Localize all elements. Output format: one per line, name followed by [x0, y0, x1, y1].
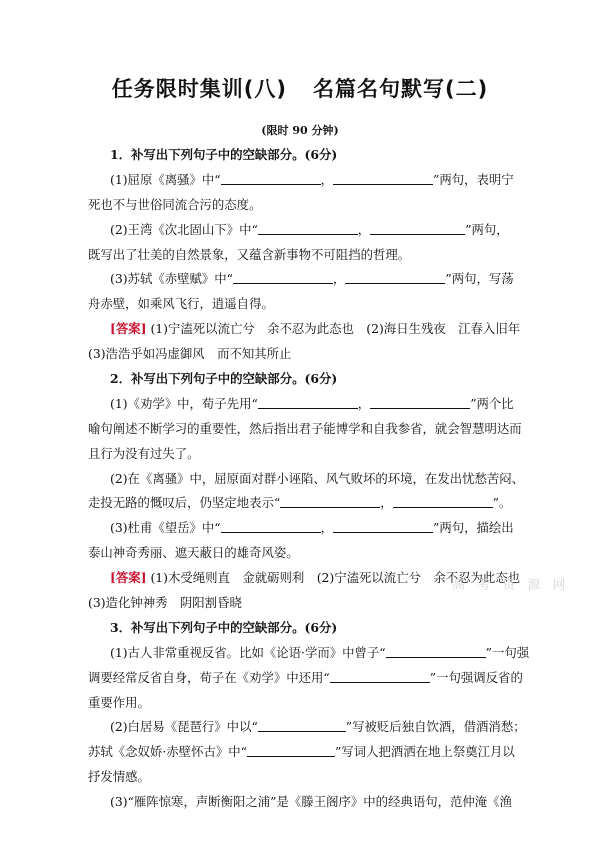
q2-stem: 2．补写出下列句子中的空缺部分。(6分) — [110, 371, 338, 387]
q2-part3: (3)杜甫《望岳》中“ ， ”两句，描绘出 — [110, 520, 514, 536]
question-body — [88, 143, 530, 815]
fill-blank[interactable] — [258, 221, 358, 235]
q2-part1-cont: 喻句阐述不断学习的重要性，然后指出君子能博学和自我参省，就会智慧明达而 — [88, 420, 522, 436]
answer-label: [答案] — [110, 570, 147, 586]
q2-answer: [答案] (1)木受绳则直 金就砺则利 (2)宁溘死以流亡兮 余不忍为此态也 — [110, 570, 521, 586]
fill-blank[interactable] — [370, 395, 470, 409]
fill-blank[interactable] — [393, 494, 493, 508]
q1-answer-cont: (3)浩浩乎如冯虚御风 而不知其所止 — [88, 346, 292, 362]
q1-part2: (2)王湾《次北固山下》中“ ， ”两句， — [110, 221, 509, 237]
q2-part3-cont: 泰山神奇秀丽、遮天蔽日的雄奇风姿。 — [88, 545, 299, 561]
q1-part1: (1)屈原《离骚》中“ ， ”两句，表明宁 — [110, 171, 514, 187]
q3-part2: (2)白居易《琵琶行》中以“ ”写被贬后独自饮酒，借酒消愁； — [110, 719, 526, 735]
fill-blank[interactable] — [330, 669, 430, 683]
page-title — [0, 73, 600, 103]
q2-part2-cont: 走投无路的慨叹后，仍坚定地表示“ ， ”。 — [88, 495, 512, 511]
fill-blank[interactable] — [333, 171, 433, 185]
fill-blank[interactable] — [258, 395, 358, 409]
fill-blank[interactable] — [280, 494, 380, 508]
q3-part1-cont: 调要经常反省自身，荀子在《劝学》中还用“ ”一句强调反省的 — [88, 669, 523, 685]
fill-blank[interactable] — [258, 718, 346, 732]
q1-part2-cont: 既写出了壮美的自然景象，又蕴含新事物不可阻挡的哲理。 — [88, 246, 411, 262]
fill-blank[interactable] — [345, 270, 445, 284]
q2-answer-cont: (3)造化钟神秀 阴阳割昏晓 — [88, 595, 242, 611]
answer-label: [答案] — [110, 321, 147, 337]
fill-blank[interactable] — [221, 171, 321, 185]
q1-part1-cont: 死也不与世俗同流合污的态度。 — [88, 196, 262, 212]
q3-part1: (1)古人非常重视反省。比如《论语·学而》中曾子“ ”一句强 — [110, 644, 530, 660]
time-limit: (限时 90 分钟) — [261, 124, 339, 137]
watermark: 高 考 资 源 网 — [452, 578, 570, 593]
q2-part2: (2)在《离骚》中，屈原面对群小诬陷、风气败坏的环境，在发出忧愁苦闷、 — [110, 470, 525, 486]
q1-stem: 1．补写出下列句子中的空缺部分。(6分) — [110, 147, 338, 162]
q1-part3-cont: 舟赤壁，如乘风飞行，逍遥自得。 — [88, 296, 274, 312]
fill-blank[interactable] — [370, 221, 465, 235]
fill-blank[interactable] — [247, 743, 335, 757]
q2-part1-cont2: 且行为没有过失了。 — [88, 445, 200, 461]
fill-blank[interactable] — [333, 519, 433, 533]
fill-blank[interactable] — [233, 270, 333, 284]
q2-part1: (1)《劝学》中，荀子先用“ ， ”两个比 — [110, 395, 514, 411]
q3-part3: (3)“雁阵惊寒，声断衡阳之浦”是《滕王阁序》中的经典语句，范仲淹《渔 — [110, 794, 512, 810]
q3-part1-cont2: 重要作用。 — [88, 694, 150, 710]
title-series: 任务限时集训(八) — [111, 77, 287, 101]
fill-blank[interactable] — [221, 519, 321, 533]
q1-part3: (3)苏轼《赤壁赋》中“ ， ”两句，写荡 — [110, 271, 514, 287]
q3-part2-cont: 苏轼《念奴娇·赤壁怀古》中“ ”写词人把酒洒在地上祭奠江月以 — [88, 744, 515, 760]
q1-answer: [答案] (1)宁溘死以流亡兮 余不忍为此态也 (2)海日生残夜 江春入旧年 — [110, 321, 521, 337]
fill-blank[interactable] — [386, 644, 486, 658]
title-topic: 名篇名句默写(二) — [313, 77, 489, 101]
q3-part2-cont2: 抒发情感。 — [88, 769, 150, 785]
q3-stem: 3．补写出下列句子中的空缺部分。(6分) — [110, 619, 338, 635]
